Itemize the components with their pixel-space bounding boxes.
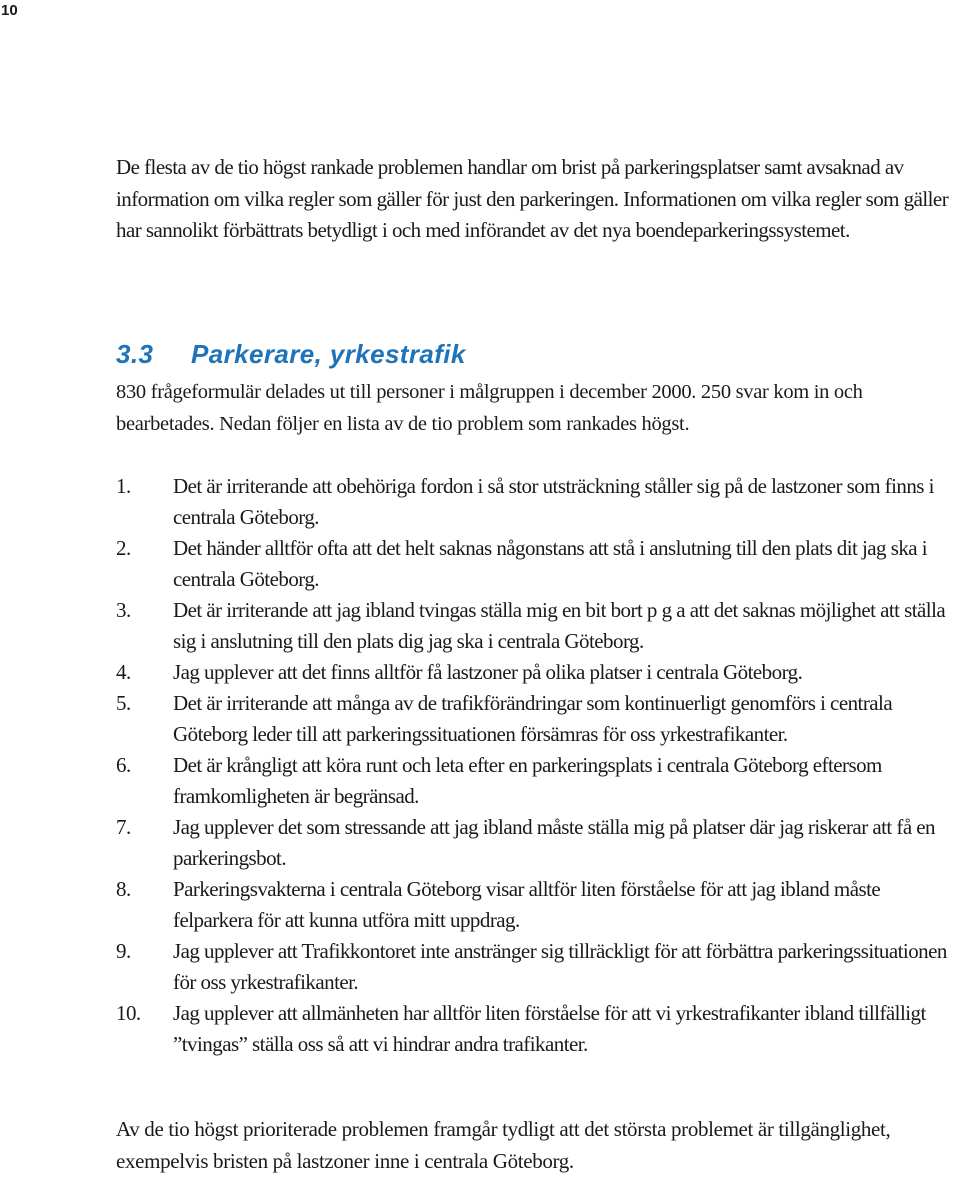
list-item-text: Jag upplever det som stressande att jag ibland måste ställa mig på platser där jag riskerar att få en parkeringsbot. bbox=[173, 815, 936, 870]
list-item-text: Det händer alltför ofta att det helt saknas någonstans att stå i anslutning till den plats dit jag ska i centrala Göteborg. bbox=[173, 536, 928, 591]
list-marker: 3. bbox=[116, 598, 131, 622]
section-number: 3.3 bbox=[116, 339, 154, 369]
list-item-text: Det är irriterande att jag ibland tvingas ställa mig en bit bort p g a att det saknas möjlighet att ställa sig i anslutning till den plats dig jag ska i centrala Göteborg. bbox=[173, 598, 946, 653]
list-item bbox=[116, 936, 960, 998]
section-title: Parkerare, yrkestrafik bbox=[191, 339, 466, 369]
list-marker: 6. bbox=[116, 753, 131, 777]
list-item-text: Det är irriterande att många av de trafikförändringar som kontinuerligt genomförs i centrala Göteborg leder till att parkeringssituationen försämras för oss yrkestrafikanter. bbox=[173, 691, 893, 746]
list-item bbox=[116, 595, 960, 657]
list-marker: 7. bbox=[116, 815, 131, 839]
problem-list bbox=[116, 471, 960, 1060]
list-marker: 1. bbox=[116, 474, 131, 498]
list-marker: 10. bbox=[116, 1001, 141, 1025]
list-item-text: Det är irriterande att obehöriga fordon i så stor utsträckning ståller sig på de lastzoner som finns i centrala Göteborg. bbox=[173, 474, 934, 529]
list-item bbox=[116, 657, 960, 688]
page-number: 10 bbox=[1, 2, 18, 19]
list-item-text: Jag upplever att allmänheten har alltför liten förståelse för att vi yrkestrafikanter ibland tillfälligt ”tvingas” ställa oss så att vi hindrar andra trafikanter. bbox=[173, 1001, 926, 1056]
list-item bbox=[116, 998, 960, 1060]
list-item-text: Parkeringsvakterna i centrala Göteborg visar alltför liten förståelse för att jag ibland måste felparkera för att kunna utföra mitt uppdrag. bbox=[173, 877, 881, 932]
list-item-text: Jag upplever att Trafikkontoret inte anstränger sig tillräckligt för att förbättra parkeringssituationen för oss yrkestrafikanter. bbox=[173, 939, 947, 994]
list-item-text: Det är krångligt att köra runt och leta efter en parkeringsplats i centrala Göteborg eftersom framkomligheten är begränsad. bbox=[173, 753, 882, 808]
closing-paragraph: Av de tio högst prioriterade problemen framgår tydligt att det största problemet är tillgänglighet, exempelvis bristen på lastzoner inne i centrala Göteborg. bbox=[116, 1117, 891, 1173]
list-item-text: Jag upplever att det finns alltför få lastzoner på olika platser i centrala Göteborg. bbox=[173, 660, 803, 684]
list-marker: 4. bbox=[116, 660, 131, 684]
list-marker: 8. bbox=[116, 877, 131, 901]
list-marker: 9. bbox=[116, 939, 131, 963]
list-item bbox=[116, 688, 960, 750]
list-item bbox=[116, 533, 960, 595]
list-item bbox=[116, 471, 960, 533]
list-item bbox=[116, 874, 960, 936]
section-heading bbox=[116, 336, 466, 372]
list-marker: 2. bbox=[116, 536, 131, 560]
list-item bbox=[116, 750, 960, 812]
intro-paragraph: De flesta av de tio högst rankade problemen handlar om brist på parkeringsplatser samt avsaknad av information om vilka regler som gäller för just den parkeringen. Informationen om vilka regler som gäller har sannolikt förbättrats betydligt i och med införandet av det nya boendeparkeringssystemet. bbox=[116, 155, 949, 242]
list-marker: 5. bbox=[116, 691, 131, 715]
list-item bbox=[116, 812, 960, 874]
section-intro: 830 frågeformulär delades ut till personer i målgruppen i december 2000. 250 svar kom in och bearbetades. Nedan följer en lista av de tio problem som rankades högst. bbox=[116, 381, 863, 435]
